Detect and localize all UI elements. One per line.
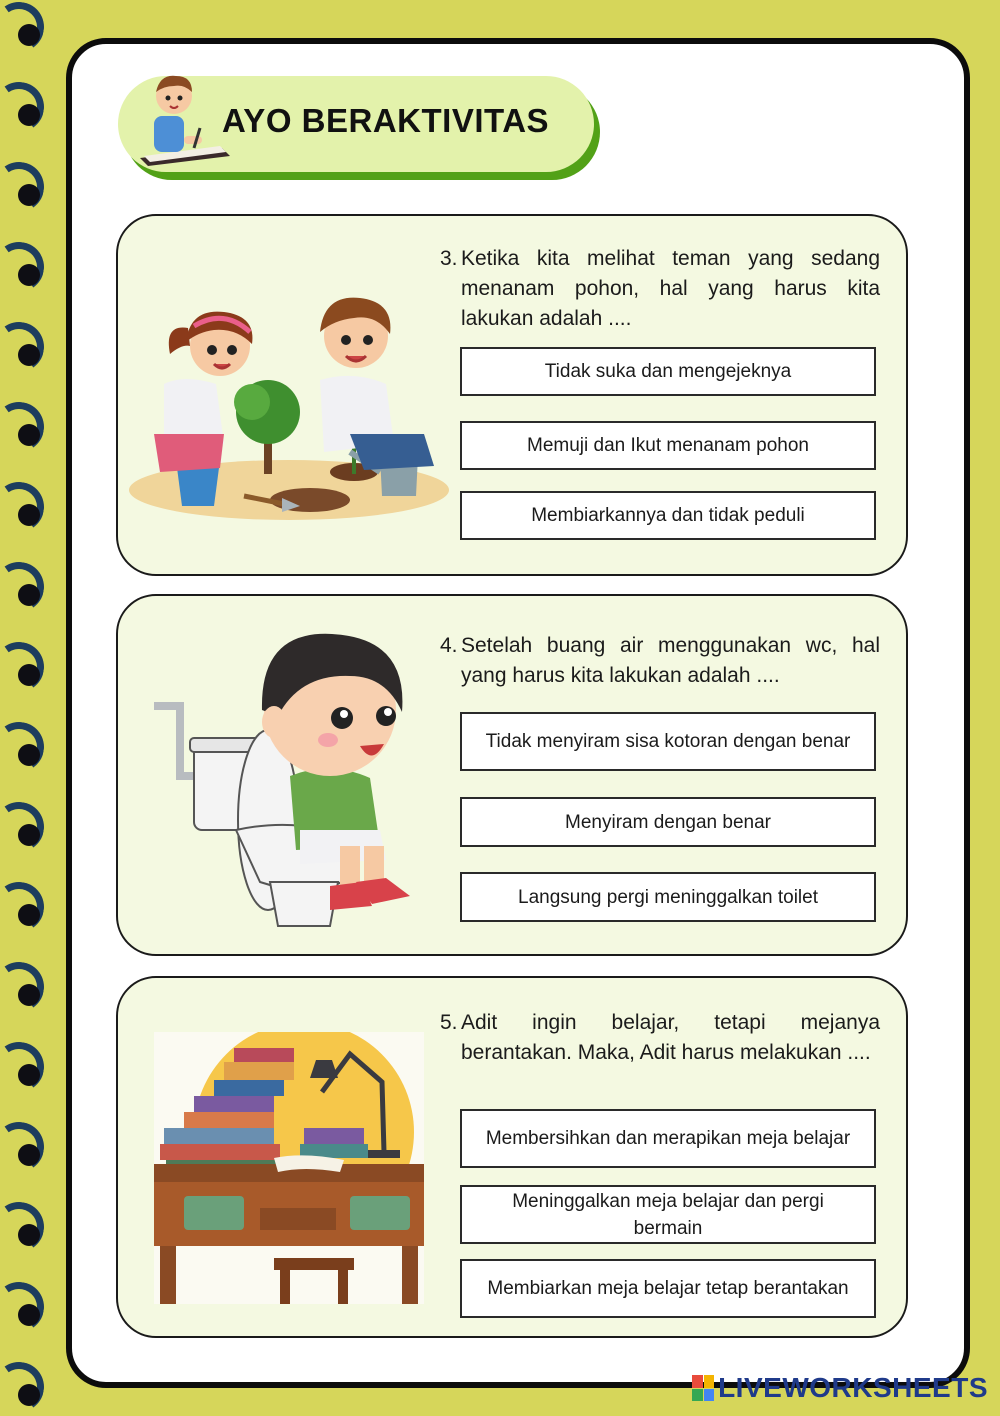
liveworksheets-logo[interactable] <box>692 1372 988 1404</box>
spiral-ring <box>0 242 48 288</box>
spiral-ring <box>0 82 48 128</box>
question-5 <box>440 1008 880 1068</box>
spiral-ring <box>0 962 48 1008</box>
question-3 <box>440 244 880 334</box>
spiral-ring <box>0 1282 48 1328</box>
answer-option[interactable]: Membersihkan dan merapikan meja belajar <box>460 1109 876 1168</box>
spiral-ring <box>0 1362 48 1408</box>
spiral-ring <box>0 882 48 928</box>
spiral-ring <box>0 722 48 768</box>
answer-option[interactable]: Membiarkannya dan tidak peduli <box>460 491 876 540</box>
spiral-ring <box>0 402 48 448</box>
spiral-ring <box>0 482 48 528</box>
question-4 <box>440 631 880 691</box>
spiral-ring <box>0 1202 48 1248</box>
children-planting-tree-illustration <box>124 284 454 524</box>
page-title: AYO BERAKTIVITAS <box>222 102 550 139</box>
spiral-ring <box>0 562 48 608</box>
answer-option[interactable]: Tidak menyiram sisa kotoran dengan benar <box>460 712 876 771</box>
spiral-ring <box>0 322 48 368</box>
answer-option[interactable]: Tidak suka dan mengejeknya <box>460 347 876 396</box>
question-number: 3. <box>440 247 458 270</box>
spiral-ring <box>0 1042 48 1088</box>
spiral-ring <box>0 162 48 208</box>
question-number: 4. <box>440 634 458 657</box>
question-text: Ketika kita melihat teman yang sedang menanam pohon, hal yang harus kita lakukan adalah .... <box>461 247 880 330</box>
student-writing-illustration <box>134 66 234 170</box>
question-number: 5. <box>440 1011 458 1034</box>
spiral-ring <box>0 802 48 848</box>
spiral-ring <box>0 2 48 48</box>
answer-option[interactable]: Meninggalkan meja belajar dan pergi bermain <box>460 1185 876 1244</box>
messy-study-desk-illustration <box>154 1032 424 1304</box>
answer-option[interactable]: Langsung pergi meninggalkan toilet <box>460 872 876 922</box>
liveworksheets-logo-icon <box>692 1375 714 1401</box>
spiral-ring <box>0 1122 48 1168</box>
boy-on-toilet-illustration <box>150 620 420 938</box>
spiral-ring <box>0 642 48 688</box>
spiral-binding <box>0 0 60 1414</box>
answer-option[interactable]: Membiarkan meja belajar tetap berantakan <box>460 1259 876 1318</box>
answer-option[interactable]: Menyiram dengan benar <box>460 797 876 847</box>
brand-name: LIVEWORKSHEETS <box>718 1372 988 1403</box>
answer-option[interactable]: Memuji dan Ikut menanam pohon <box>460 421 876 470</box>
question-text: Adit ingin belajar, tetapi mejanya berantakan. Maka, Adit harus melakukan .... <box>461 1011 880 1064</box>
question-text: Setelah buang air menggunakan wc, hal yang harus kita lakukan adalah .... <box>461 634 880 687</box>
